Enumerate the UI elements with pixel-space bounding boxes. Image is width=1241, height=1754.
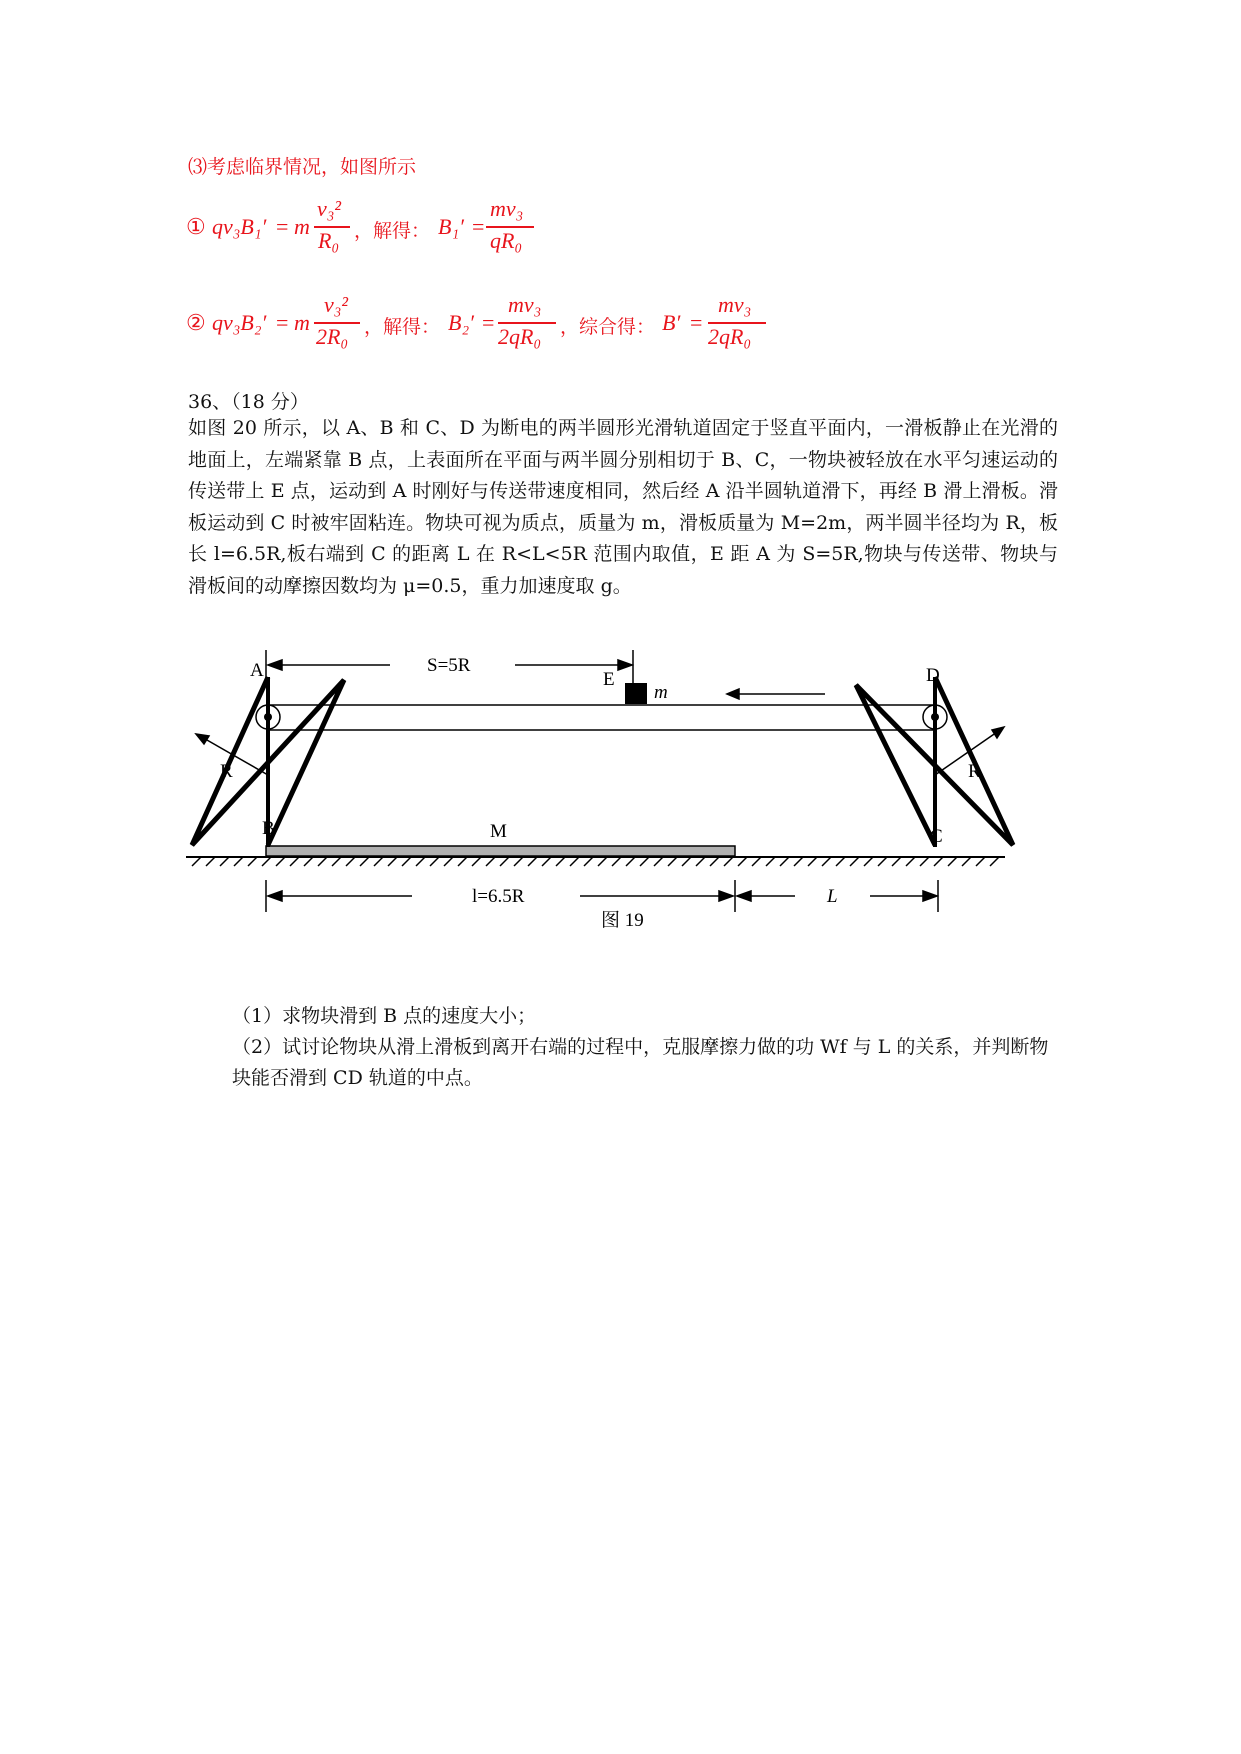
ground-hatch-mark [276, 857, 285, 866]
eq2-comb-den: 2qR₀ [708, 324, 752, 349]
eq2-comb-num: mv₃ [718, 292, 752, 317]
ground-hatch-mark [220, 857, 229, 866]
eq1-m: m [294, 214, 310, 239]
ground-hatch-mark [962, 857, 971, 866]
label-m: m [654, 682, 668, 703]
label-R-left: R [220, 761, 233, 782]
solution-heading: ⑶考虑临界情况，如图所示 [188, 156, 417, 178]
ground-hatch-mark [346, 857, 355, 866]
label-A: A [250, 660, 264, 681]
ground-hatch-mark [934, 857, 943, 866]
label-M: M [490, 821, 507, 842]
ground-hatch-mark [668, 857, 677, 866]
eq2-res-lhs: B₂′ [448, 310, 474, 335]
ground-hatch-mark [290, 857, 299, 866]
figure-caption: 图 19 [601, 910, 644, 931]
ground-hatch-mark [332, 857, 341, 866]
ground-hatch-mark [304, 857, 313, 866]
label-l: l=6.5R [472, 886, 525, 907]
ground-hatch-mark [780, 857, 789, 866]
ground-hatch-mark [738, 857, 747, 866]
eq1-res-num: mv₃ [490, 196, 524, 221]
ground-hatch-mark [584, 857, 593, 866]
conveyor-belt [268, 705, 935, 730]
label-L: L [827, 886, 838, 907]
problem-paragraph: 如图 20 所示，以 A、B 和 C、D 为断电的两半圆形光滑轨道固定于竖直平面内，一滑板静止在光滑的地面上，左端紧靠 B 点，上表面所在平面与两半圆分别相切于 B、C，一物块被轻放在水平匀速运动的传送带上 E 点，运动到 A 时刚好与传送带速度相同，然后经 A 沿半圆轨道滑下，再经 B 滑上滑板。滑板运动到 C 时被牢固粘连。物块可视为质点，质量为 m，滑板质量为 M=2m，两半圆半径均为 R，板长 l=6.5R,板右端到 C 的距离 L 在 R<L<5R 范围内取值，E 距 A 为 S=5R,物块与传送带、物块与滑板间的动摩擦因数均为 μ=0.5，重力加速度取 g。 [188, 417, 1058, 597]
eq2-comb-op: = [690, 310, 703, 335]
label-R-right: R [968, 761, 981, 782]
ground-hatch-mark [906, 857, 915, 866]
ground-hatch-mark [570, 857, 579, 866]
ground-hatch-mark [752, 857, 761, 866]
ground-hatch-mark [192, 857, 201, 866]
circle-number-1: ① [186, 214, 206, 239]
label-S: S=5R [427, 655, 471, 676]
ground-hatch-mark [598, 857, 607, 866]
eq2-den: 2R₀ [316, 324, 349, 349]
ground-hatch-mark [430, 857, 439, 866]
eq1-den: R₀ [318, 228, 340, 253]
ground-hatch-mark [388, 857, 397, 866]
ground-hatch-mark [556, 857, 565, 866]
ground-hatch-mark [486, 857, 495, 866]
ground-hatch-mark [528, 857, 537, 866]
eq2-op: = [276, 310, 289, 335]
ground-hatch-mark [472, 857, 481, 866]
ground-hatch-mark [654, 857, 663, 866]
eq2-combine-label: ，综合得： [560, 316, 656, 338]
ground-hatch-mark [682, 857, 691, 866]
ground-hatch-mark [864, 857, 873, 866]
ground-hatch-mark [948, 857, 957, 866]
ground-hatch-mark [836, 857, 845, 866]
ground-hatch-mark [710, 857, 719, 866]
ground-hatch-mark [514, 857, 523, 866]
eq2-lhs: qv₃B₂′ [212, 310, 267, 335]
ground-hatch-mark [542, 857, 551, 866]
board-M [266, 846, 735, 856]
eq1-num: v₃² [317, 196, 342, 221]
ground-hatch-mark [822, 857, 831, 866]
eq2-m: m [294, 310, 310, 335]
question-2: （2）试讨论物块从滑上滑板到离开右端的过程中，克服摩擦力做的功 Wf 与 L 的关系，并判断物块能否滑到 CD 轨道的中点。 [232, 1036, 1049, 1089]
question-1: （1）求物块滑到 B 点的速度大小； [232, 1005, 537, 1027]
ground-hatch-mark [458, 857, 467, 866]
eq1-res-lhs: B₁′ [438, 214, 464, 239]
ground-hatch-mark [696, 857, 705, 866]
ground-hatch-mark [766, 857, 775, 866]
eq1-solve-label: ，解得： [354, 220, 431, 242]
eq2-res-num: mv₃ [508, 292, 542, 317]
ground-hatch-mark [248, 857, 257, 866]
problem-number: 36、（18 分） [188, 391, 309, 413]
circle-number-2: ② [186, 310, 206, 335]
ground-hatch-mark [416, 857, 425, 866]
eq2-res-op: = [482, 310, 495, 335]
ground-hatch-mark [206, 857, 215, 866]
ground-hatch-mark [850, 857, 859, 866]
label-C: C [930, 826, 943, 847]
eq1-res-op: = [472, 214, 485, 239]
ground-hatch-mark [724, 857, 733, 866]
ground-hatch-mark [262, 857, 271, 866]
label-E: E [603, 669, 615, 690]
ground-hatch-mark [640, 857, 649, 866]
ground-hatch-mark [402, 857, 411, 866]
ground-hatch-mark [234, 857, 243, 866]
eq1-lhs: qv₃B₁′ [212, 214, 267, 239]
ground-hatch-mark [920, 857, 929, 866]
ground [186, 857, 1005, 866]
label-B: B [262, 818, 275, 839]
block-m [625, 683, 647, 704]
ground-hatch-mark [374, 857, 383, 866]
eq2-res-den: 2qR₀ [498, 324, 542, 349]
right-track-CD [856, 677, 1013, 847]
eq1-res-den: qR₀ [490, 228, 523, 253]
ground-hatch-mark [318, 857, 327, 866]
ground-hatch-mark [976, 857, 985, 866]
ground-hatch-mark [794, 857, 803, 866]
eq2-num: v₃² [324, 292, 349, 317]
belt-direction-arrow [727, 689, 825, 699]
questions [232, 1001, 1058, 1094]
ground-hatch-mark [626, 857, 635, 866]
ground-hatch-mark [612, 857, 621, 866]
eq2-comb-lhs: B′ [662, 310, 681, 335]
ground-hatch-mark [444, 857, 453, 866]
ground-hatch-mark [878, 857, 887, 866]
ground-hatch-mark [808, 857, 817, 866]
label-D: D [926, 665, 940, 686]
eq1-op: = [276, 214, 289, 239]
ground-hatch-mark [360, 857, 369, 866]
ground-hatch-mark [990, 857, 999, 866]
ground-hatch-mark [500, 857, 509, 866]
ground-hatch-mark [892, 857, 901, 866]
eq2-solve-label: ，解得： [364, 316, 441, 338]
